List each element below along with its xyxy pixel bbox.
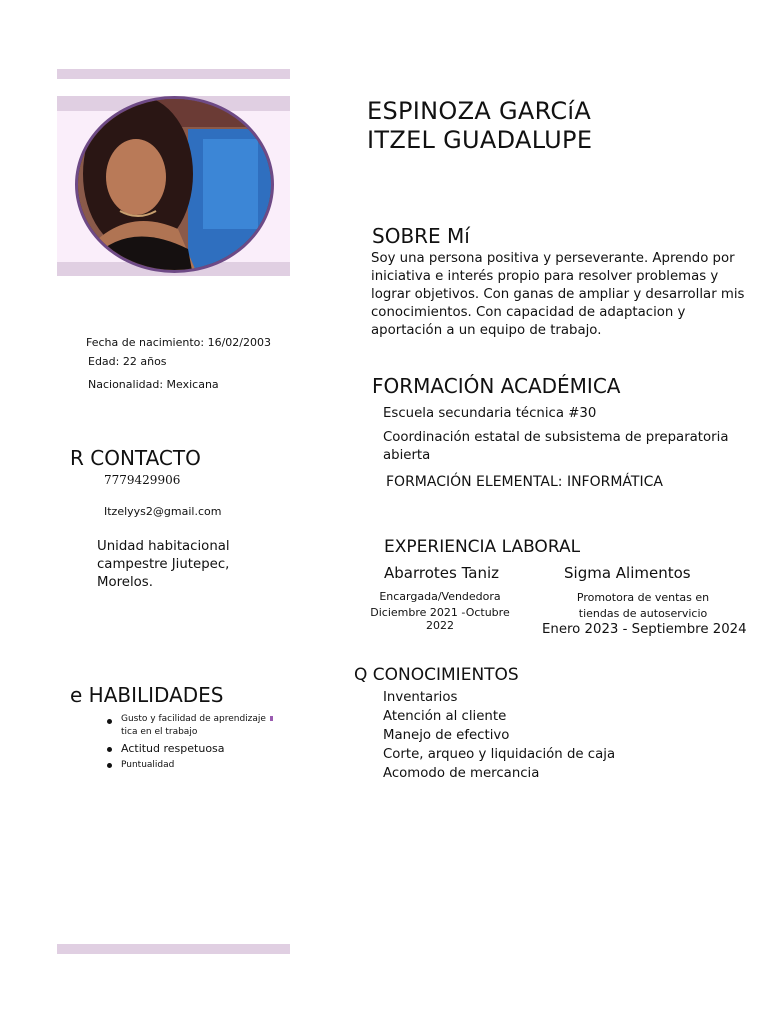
experience-heading: EXPERIENCIA LABORAL bbox=[384, 537, 581, 557]
knowledge-item: Inventarios bbox=[383, 690, 458, 705]
profile-photo bbox=[75, 96, 274, 273]
contact-address: Unidad habitacional campestre Jiutepec, Morelos. bbox=[97, 539, 230, 590]
education-item: Escuela secundaria técnica #30 bbox=[383, 406, 597, 421]
about-heading: SOBRE Mí bbox=[372, 224, 470, 248]
about-text: Soy una persona positiva y perseverante. Aprendo por iniciativa e interés propio para resolver problemas y lograr objetivos. Con ganas de ampliar y desarrollar mis conocimientos. Con capacidad de adaptacion y aportación a un equipo de trabajo. bbox=[371, 251, 745, 338]
skill-line: Actitud respetuosa bbox=[121, 742, 225, 755]
job-role: Encargada/Vendedora bbox=[379, 590, 501, 603]
profile-photo-illustration bbox=[78, 99, 274, 273]
skill-item bbox=[107, 757, 277, 773]
skill-item bbox=[107, 741, 277, 757]
knowledge-item: Manejo de efectivo bbox=[383, 728, 510, 743]
job-company: Sigma Alimentos bbox=[564, 564, 691, 582]
knowledge-item: Acomodo de mercancia bbox=[383, 766, 540, 781]
skill-marker bbox=[270, 716, 273, 721]
age: Edad: 22 años bbox=[88, 355, 167, 368]
contact-phone: 7779429906 bbox=[104, 473, 181, 487]
contact-heading: R CONTACTO bbox=[70, 446, 201, 470]
knowledge-list bbox=[383, 688, 615, 783]
skill-line: tica en el trabajo bbox=[121, 727, 198, 737]
skill-line: Puntualidad bbox=[121, 760, 175, 770]
skills-heading: e HABILIDADES bbox=[70, 683, 224, 707]
birth-date: Fecha de nacimiento: 16/02/2003 bbox=[86, 336, 271, 349]
knowledge-item: Atención al cliente bbox=[383, 709, 507, 724]
name-line-2: ITZEL GUADALUPE bbox=[367, 126, 593, 154]
skill-item bbox=[107, 713, 277, 739]
knowledge-item: Corte, arqueo y liquidación de caja bbox=[383, 747, 616, 762]
job-dates: Diciembre 2021 -Octubre 2022 bbox=[370, 606, 510, 632]
knowledge-heading: Q CONOCIMIENTOS bbox=[354, 665, 519, 685]
skill-line: Gusto y facilidad de aprendizaje bbox=[121, 714, 266, 724]
education-heading: FORMACIÓN ACADÉMICA bbox=[372, 374, 621, 398]
name-line-1: ESPINOZA GARCíA bbox=[367, 97, 592, 125]
bottom-accent-bar bbox=[57, 944, 290, 954]
education-item: Coordinación estatal de subsistema de preparatoria abierta bbox=[383, 430, 729, 463]
job-dates: Enero 2023 - Septiembre 2024 bbox=[542, 622, 747, 637]
education-elemental: FORMACIÓN ELEMENTAL: INFORMÁTICA bbox=[386, 474, 663, 490]
top-accent-bar bbox=[57, 69, 290, 79]
skills-list bbox=[107, 713, 277, 773]
nationality: Nacionalidad: Mexicana bbox=[88, 378, 219, 391]
job-company: Abarrotes Taniz bbox=[384, 564, 500, 582]
job-role: Promotora de ventas en tiendas de autoservicio bbox=[576, 591, 710, 620]
contact-email: Itzelyys2@gmail.com bbox=[104, 505, 222, 518]
